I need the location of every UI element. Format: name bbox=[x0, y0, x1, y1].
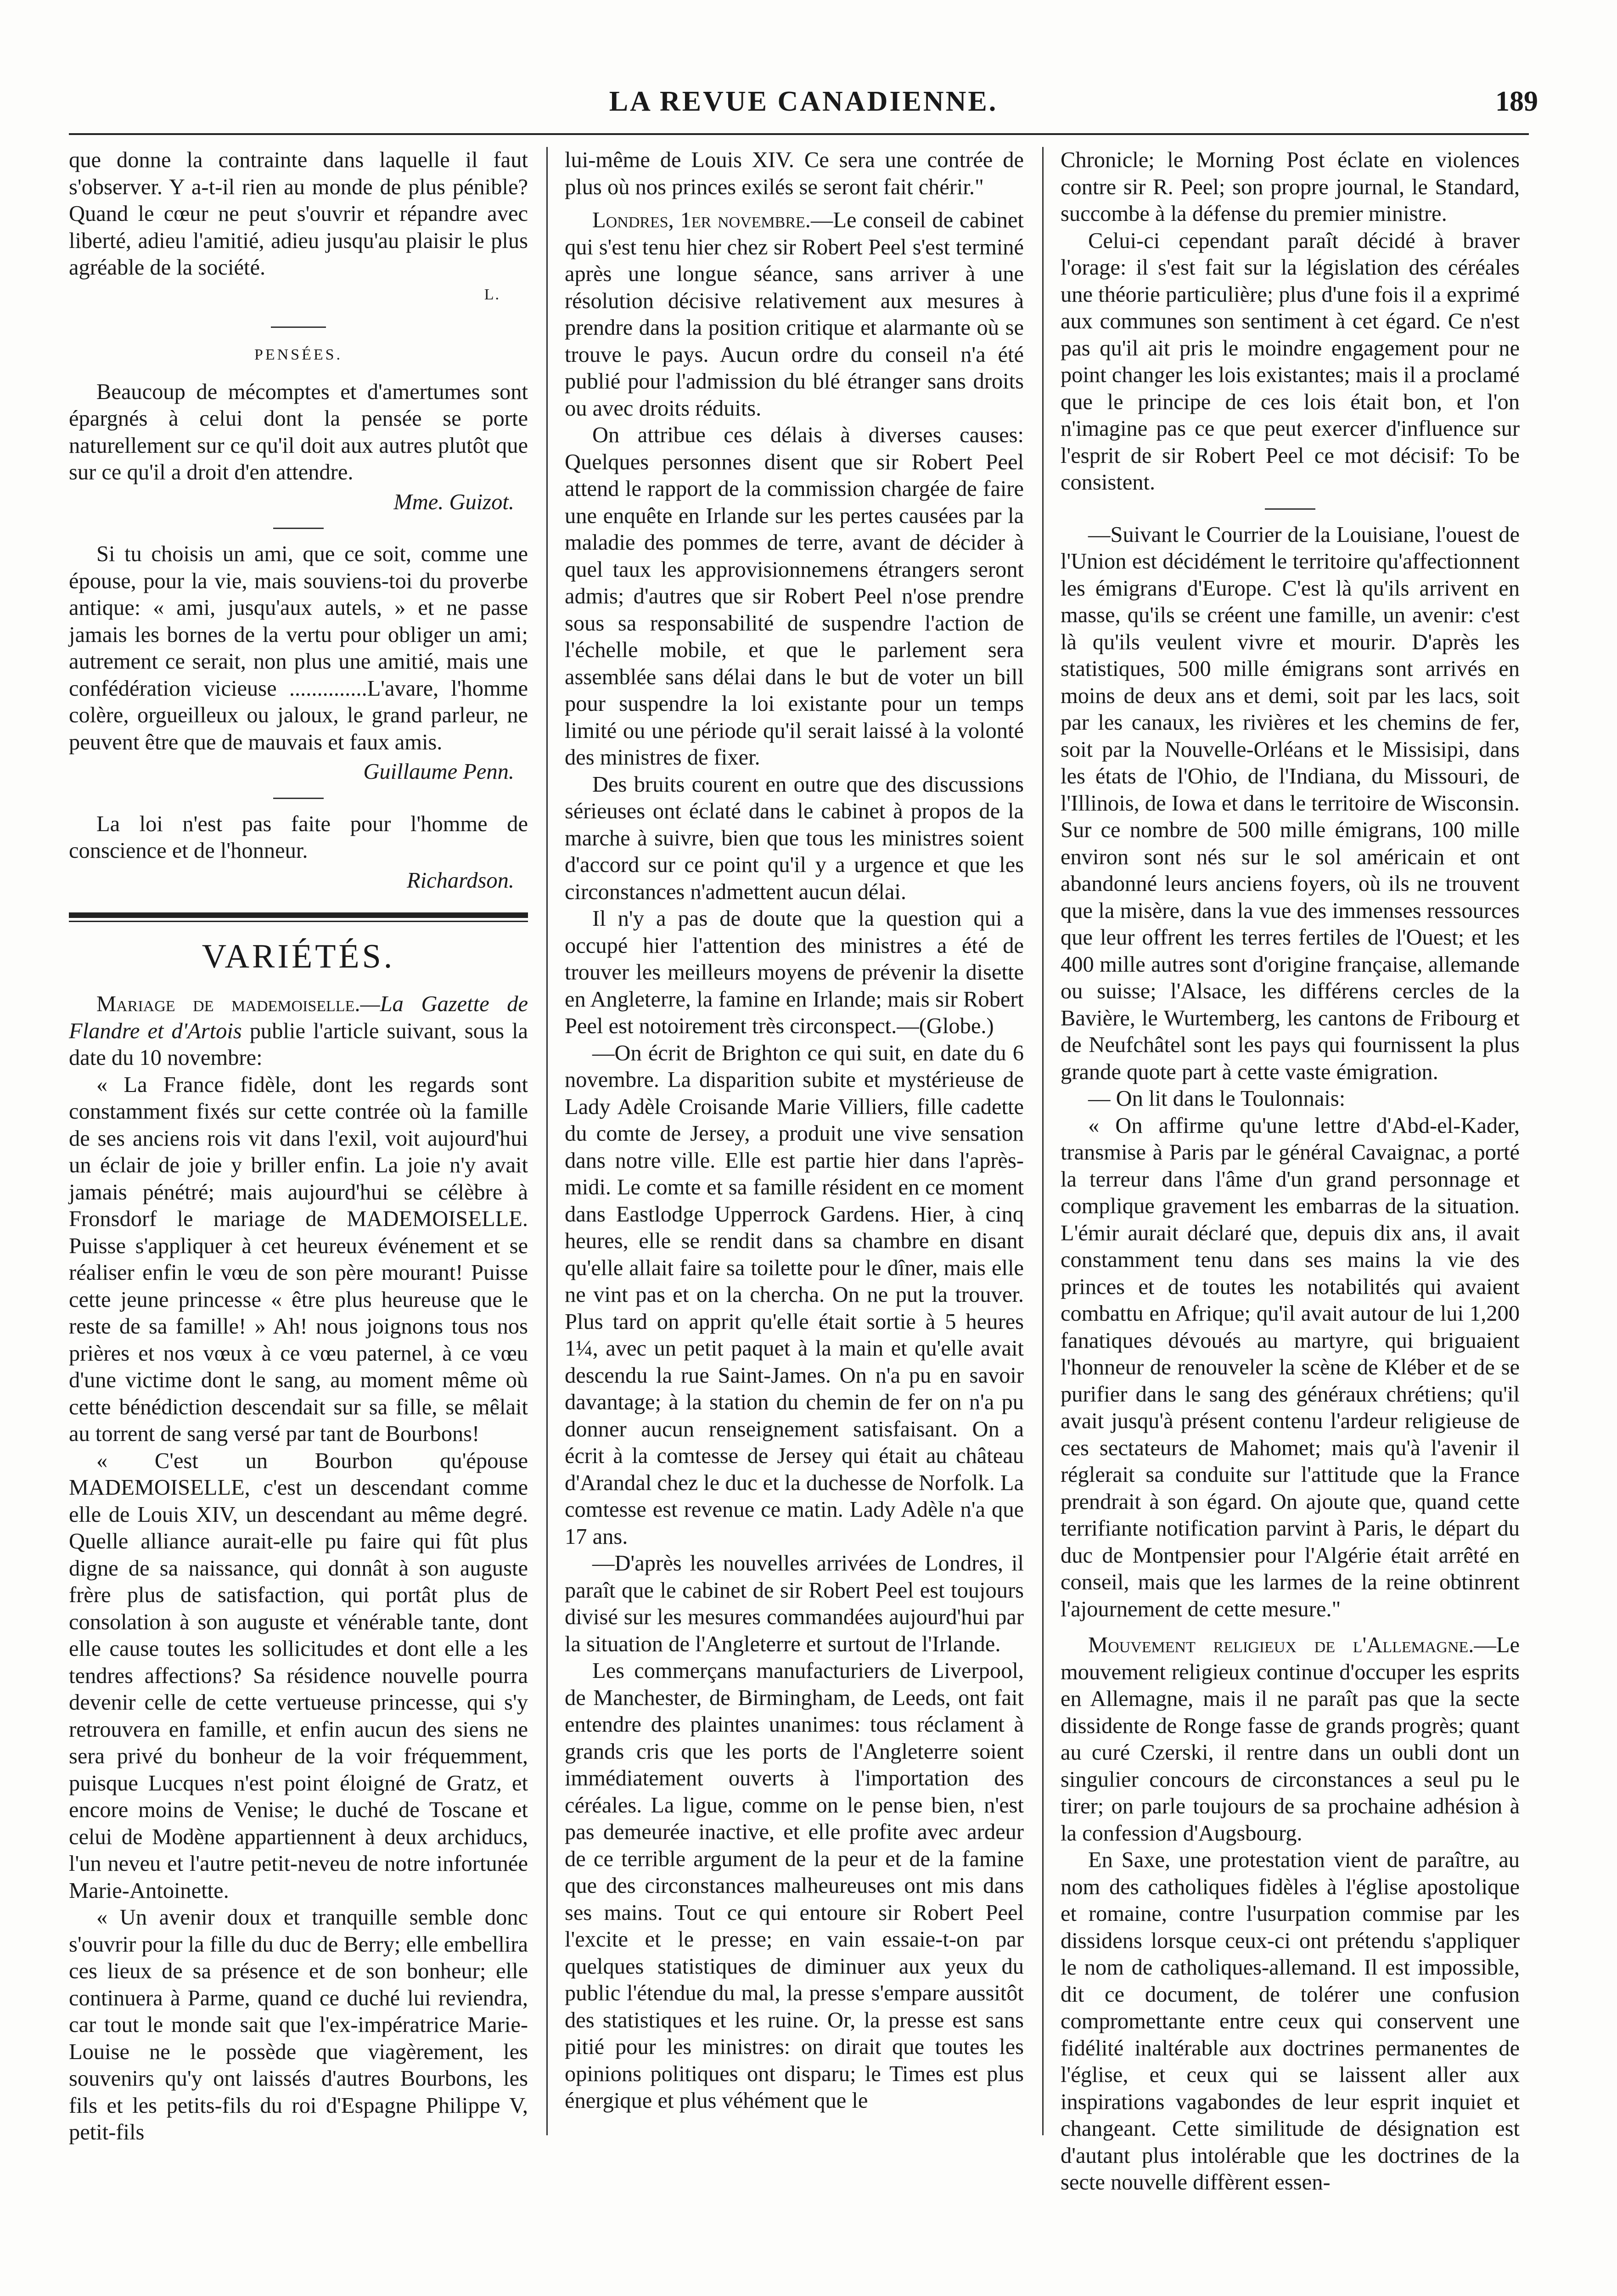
journal-title: LA REVUE CANADIENNE. bbox=[609, 86, 998, 117]
page-number: 189 bbox=[1495, 86, 1538, 117]
article-mouvement bbox=[1061, 1632, 1520, 1847]
paragraph: — On lit dans le Toulonnais: bbox=[1088, 1086, 1346, 1111]
paragraph: Celui-ci cependant paraît décidé à braver l'orage: il s'est fait sur la législation des céréales une théorie particulière; plus d'une fois il a exprimé aux communes son sentiment à cet égard. Ce n'est pas qu'il ait pris le moindre engagement pour ne point changer les lois existantes; mais il a proclamé que le principe de ces lois était bon, et l'on n'imagine pas ce que peut exercer d'influence sur l'esprit de sir Robert Peel ce mot décisif: To be consistent. bbox=[1061, 228, 1520, 495]
article-londres bbox=[565, 207, 1024, 422]
column-divider-2 bbox=[1042, 147, 1044, 2135]
column-divider-1 bbox=[546, 147, 548, 2135]
paragraph: En Saxe, une protestation vient de paraître, au nom des catholiques fidèles à l'église apostolique et romaine, contre l'usurpation commise par les dissidens lorsque ceux-ci ont prétendu s'appliquer le nom de catholiques-allemand. Il est impossible, dit ce document, de tolérer une confusion compromettante entre ceux qui conservent une fidélité inaltérable aux doctrines permanentes de l'église, et ceux qui se laissent aller aux inspirations vagabondes de leur esprit inquiet et changeant. Cette similitude de désignation est d'autant plus intolérable que les doctrines de la secte nouvelle diffèrent essen- bbox=[1061, 1848, 1520, 2195]
page-header bbox=[69, 82, 1538, 132]
article-heading: Londres, 1er novembre. bbox=[592, 208, 811, 232]
column-1 bbox=[69, 147, 528, 2144]
separator-rule bbox=[1265, 508, 1315, 510]
article-text: —Le conseil de cabinet qui s'est tenu hier chez sir Robert Peel s'est terminé après une longue séance, sans arriver à une résolution décisive relativement aux mesures à prendre dans la position critique et alarmante où se trouve le pays. Aucun ordre du conseil n'a été publié pour l'admission du blé étranger sans droits ou avec droits réduits. bbox=[565, 208, 1024, 421]
paragraph: La loi n'est pas faite pour l'homme de conscience et de l'honneur. bbox=[69, 811, 528, 863]
paragraph: —On écrit de Brighton ce qui suit, en date du 6 novembre. La disparition subite et mystérieuse de Lady Adèle Croisande Marie Villiers, fille cadette du comte de Jersey, a produit une vive sensation dans notre ville. Elle est partie hier dans l'après-midi. Le comte et sa famille résident en ce moment dans Eastlodge Upperrock Gardens. Hier, à cinq heures, elle se rendit dans sa chambre en disant qu'elle allait faire sa toilette pour le dîner, mais elle ne vint pas et on la chercha. On ne put la trouver. Plus tard on apprit qu'elle était sortie à 5 heures 1¼, avec un petit paquet à la main et qu'elle avait descendu la rue Saint-James. On n'a pu en savoir davantage; à la station du chemin de fer on n'a pu donner aucun renseignement satisfaisant. On a écrit à la comtesse de Jersey qui était au château d'Arandal chez le duc et la duchesse de Norfolk. La comtesse est revenue ce matin. Lady Adèle n'a que 17 ans. bbox=[565, 1041, 1024, 1549]
paragraph: « On affirme qu'une lettre d'Abd-el-Kader, transmise à Paris par le général Cavaignac, a porté la terreur dans l'âme d'un grand personnage et complique gravement les embarras de la situation. L'émir aurait déclaré que, depuis dix ans, il avait constamment tenu dans ses mains la vie des princes et de toutes les notabilités qui avaient combattu en Afrique; qu'il avait autour de lui 1,200 fanatiques dévoués au martyre, qui briguaient l'honneur de renouveler la scène de Kléber et de se purifier dans le sang des généraux chrétiens; qu'il avait jusqu'à présent contenu l'ardeur religieuse de ces sectateurs de Mahomet; mais qu'à l'avenir il réglerait sa conduite sur l'attitude que la France prendrait à son égard. On ajoute que, quand cette terrifiante notification parvint à Paris, le départ du duc de Montpensier pour l'Algérie était arrêté en conseil, mais que les larmes de la reine obtinrent l'ajournement de cette mesure." bbox=[1061, 1113, 1520, 1621]
section-rule-thin bbox=[69, 921, 528, 922]
paragraph: —D'après les nouvelles arrivées de Londres, il paraît que le cabinet de sir Robert Peel est toujours divisé sur les mesures commandées aujourd'hui par la situation de l'Angleterre et surtout de l'Irlande. bbox=[565, 1551, 1024, 1656]
section-heading-varietes: VARIÉTÉS. bbox=[202, 938, 395, 975]
separator-rule bbox=[273, 528, 324, 529]
paragraph: Il n'y a pas de doute que la question qui a occupé hier l'attention des ministres a été de trouver les meilleurs moyens de prévenir la disette en Angleterre, la famine en Irlande; mais sir Robert Peel est notoirement très circonspect.—(Globe.) bbox=[565, 906, 1024, 1038]
signature: Richardson. bbox=[407, 868, 514, 893]
article-heading: Mariage de mademoiselle. bbox=[96, 992, 360, 1016]
column-3 bbox=[1061, 147, 1520, 2195]
signature: L. bbox=[484, 286, 500, 303]
paragraph: —Suivant le Courrier de la Louisiane, l'ouest de l'Union est décidément le territoire qu'affectionnent les émigrans d'Europe. C'est là qu'ils arrivent en masse, qu'ils se créent une famille, un avenir: c'est là qu'ils veulent vivre et mourir. D'après les statistiques, 500 mille émigrans sont arrivés en moins de deux ans et demi, soit par les lacs, soit par les canaux, les rivières et les chemins de fer, soit par la Nouvelle-Orléans et le Missisipi, dans les états de l'Ohio, de l'Indiana, du Missouri, de l'Illinois, de Iowa et dans le territoire de Wisconsin. Sur ce nombre de 500 mille émigrans, 100 mille environ sont nés sur le sol américain et ont abandonné leurs anciens foyers, où ils ne trouvent que la misère, dans la vue des immenses ressources que leur offrent les terres fertiles de l'Ouest; et les 400 mille autres sont d'origine française, allemande ou suisse; l'Alsace, les différens cercles de la Bavière, le Wurtemberg, les cantons de Fribourg et de Neufchâtel sont les pays qui fournissent la plus grande quote part à cette vaste émigration. bbox=[1061, 522, 1520, 1084]
article-intro bbox=[69, 991, 528, 1072]
paragraph: Chronicle; le Morning Post éclate en violences contre sir R. Peel; son propre journal, le Standard, succombe à la défense du premier ministre. bbox=[1061, 148, 1520, 226]
paragraph: lui-même de Louis XIV. Ce sera une contrée de plus où nos princes exilés se seront fait chérir." bbox=[565, 148, 1024, 199]
article-intro-text: publie l'article suivant, sous la date du 10 novembre: bbox=[69, 1019, 528, 1070]
paragraph: Des bruits courent en outre que des discussions sérieuses ont éclaté dans le cabinet à propos de la marche à suivre, bien que tous les ministres soient d'accord sur ce point qu'il y a urgence et que les circonstances n'admettent aucun délai. bbox=[565, 772, 1024, 904]
article-text: —Le mouvement religieux continue d'occuper les esprits en Allemagne, mais il ne paraît pas que la secte dissidente de Ronge fasse de grands progrès; quant au curé Czerski, il rentre dans un oubli dont un singulier concours de circonstances a seul pu le tirer; on parle toujours de sa prochaine adhésion à la confession d'Augsbourg. bbox=[1061, 1633, 1520, 1846]
separator-rule bbox=[273, 798, 324, 799]
paragraph: « Un avenir doux et tranquille semble donc s'ouvrir pour la fille du duc de Berry; elle embellira ces lieux de sa présence et de son bonheur; elle continuera à Parme, quand ce duché lui reviendra, car tout le monde sait que l'ex-impératrice Marie-Louise ne le possède que viagèrement, les souvenirs qu'y ont laissés d'autres Bourbons, les fils et les petits-fils du roi d'Espagne Philippe V, petit-fils bbox=[69, 1905, 528, 2144]
article-heading: Mouvement religieux de l'Allemagne. bbox=[1088, 1633, 1474, 1657]
paragraph: On attribue ces délais à diverses causes: Quelques personnes disent que sir Robert Peel attend le rapport de la commission chargée de faire une enquête en Irlande sur les pertes causées par la maladie des pommes de terre, avant de décider à quel taux les approvisionnemens étrangers seront admis; d'autres que sir Robert Peel n'ose prendre sous sa responsabilité de suspendre l'action de l'échelle mobile, et que le parlement sera assemblée sans délai dans le but de voter un bill pour suspendre la loi existante pour un temps limité ou une période qu'il serait laissé à la volonté des ministres de fixer. bbox=[565, 423, 1024, 770]
column-2 bbox=[565, 147, 1024, 2135]
separator-rule bbox=[271, 326, 326, 328]
paragraph: Les commerçans manufacturiers de Liverpool, de Manchester, de Birmingham, de Leeds, ont fait entendre des plaintes unanimes: tous réclament à grands cris que les ports de l'Angleterre soient immédiatement ouverts à l'importation des céréales. La ligue, comme on le pense bien, n'est pas demeurée inactive, et elle profite avec ardeur de ce terrible argument de la peur et de la famine que des circonstances malheureuses ont mis dans ses mains. Tout ce qui entoure sir Robert Peel l'excite et le presse; en vain essaie-t-on par quelques statistiques de diminuer aux yeux du public l'étendue du mal, la presse s'empare aussitôt des statistiques et les ruine. Or, la presse est sans pitié pour les ministres: on dirait que toutes les opinions politiques ont disparu; le Times est plus énergique et plus véhément que le bbox=[565, 1659, 1024, 2113]
publication-name: —La Gazette de Flandre et d'Artois bbox=[69, 992, 528, 1043]
signature: Mme. Guizot. bbox=[393, 490, 514, 514]
paragraph: « C'est un Bourbon qu'épouse MADEMOISELLE, c'est un descendant comme elle de Louis XIV, un descendant au même degré. Quelle alliance aurait-elle pu faire qui fût plus digne de sa naissance, qui donnât à son auguste frère plus de satisfaction, qui portât plus de consolation à son auguste et vénérable tante, dont elle cause toutes les sollicitudes et dont elle a les tendres affections? Sa résidence nouvelle pourra devenir celle de cette vertueuse princesse, qui s'y retrouvera en famille, et enfin aucun des siens ne sera privé du bonheur de la voir fréquemment, puisque Lucques n'est point éloigné de Gratz, et encore moins de Venise; le duché de Toscane et celui de Modène appartiennent à deux archiducs, l'un neveu et l'autre petit-neveu de notre infortunée Marie-Antoinette. bbox=[69, 1448, 528, 1903]
signature: Guillaume Penn. bbox=[363, 760, 514, 784]
paragraph: Si tu choisis un ami, que ce soit, comme une épouse, pour la vie, mais souviens-toi du proverbe antique: « ami, jusqu'aux autels, » et ne passe jamais les bornes de la vertu pour obliger un ami; autrement ce serait, non plus une amitié, mais une confédération vicieuse ..............L'avare, l'homme colère, orgueilleux ou jaloux, le grand parleur, ne peuvent être que de mauvais et faux amis. bbox=[69, 542, 528, 754]
paragraph: Beaucoup de mécomptes et d'amertumes sont épargnés à celui dont la pensée se porte naturellement sur ce qu'il doit aux autres plutôt que sur ce qu'il a droit d'en attendre. bbox=[69, 379, 528, 484]
paragraph: « La France fidèle, dont les regards sont constamment fixés sur cette contrée où la famille de ses anciens rois vit dans l'exil, voit aujourd'hui un éclair de joie y briller enfin. La joie n'y avait jamais pénétré; mais aujourd'hui se célèbre à Fronsdorf le mariage de MADEMOISELLE. Puisse s'appliquer à cet heureux événement et se réaliser enfin le vœu de son père mourant! Puisse cette jeune princesse « être plus heureuse que le reste de sa famille! » Ah! nous joignons tous nos prières et nos vœux à ce vœu paternel, à ce vœu d'une victime dont le sang, au moment même où cette bénédiction descendait sur sa fille, se mêlait au torrent de sang versé par tant de Bourbons! bbox=[69, 1072, 528, 1446]
header-rule bbox=[69, 133, 1529, 135]
section-rule-thick bbox=[69, 912, 528, 918]
paragraph: que donne la contrainte dans laquelle il faut s'observer. Y a-t-il rien au monde de plus pénible? Quand le cœur ne peut s'ouvrir et répandre avec liberté, adieu l'amitié, adieu jusqu'au plaisir le plus agréable de la société. bbox=[69, 148, 528, 280]
section-heading-pensees: PENSÉES. bbox=[254, 346, 343, 363]
